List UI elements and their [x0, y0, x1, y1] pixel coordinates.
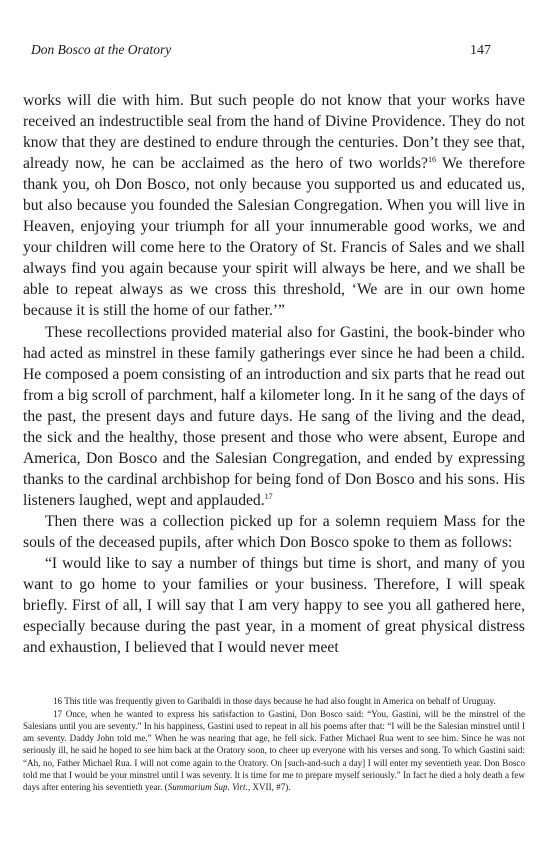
running-head	[23, 42, 525, 66]
paragraph-continued	[23, 90, 525, 322]
footnote-number: 17	[53, 708, 63, 719]
book-page	[23, 42, 525, 794]
paragraph-speech: “I would like to say a number of things but time is short, and many of you want to go home to your families or your business. Therefore, I will speak briefly. First of all, I will say that I am very happy to see you all gathered here, especially because during the past year, in a moment of great physical distress and exhaustion, I believed that I would never meet	[23, 555, 525, 657]
running-title: Don Bosco at the Oratory	[31, 42, 172, 57]
footnote-text: Once, when he wanted to express his satisfaction to Gastini, Don Bosco said: “You, Gastini, will be the minstrel of the Salesians until you are seventy.” In his happiness, Gastini used to repeat in all his poems after that: “I will be the Salesian minstrel until I am seventy. Daddy John told me.” When he was nearing that age, he fell sick. Father Michael Rua went to see him. Since he was not seriously ill, he said he hoped to see him back at the Oratory soon, to cheer up everyone with his verses and song. To which Gastini said: “Ah, no, Father Michael Rua. I will not come again to the Oratory. On [such-and-such a day] I will enter my seventieth year. Don Bosco told me that I would be your minstrel until I was seventy. It is time for me to prepare myself seriously.” In fact he died a holy death a few days after entering his seventieth year. (	[23, 708, 525, 793]
paragraph-gastini	[23, 322, 525, 511]
footnotes	[23, 695, 525, 793]
main-text	[23, 90, 525, 658]
paragraph-text: These recollections provided material also for Gastini, the book-binder who had acted as minstrel in these family gatherings ever since he had been a child. He composed a poem consisting of an introduction and six parts that he read out from a big scroll of parchment, half a kilometer long. In it he sang of the days of the past, the present days and future days. He sang of the living and the dead, the sick and the healthy, those present and those who were absent, Europe and America, Don Bosco and the Salesian Congregation, and ended by expressing thanks to the cardinal archbishop for being fond of Don Bosco and his sons. His listeners laughed, wept and applauded.	[23, 323, 525, 509]
footnote-17	[23, 708, 525, 794]
page-number: 147	[470, 43, 491, 58]
footnote-text-end: , XVII, #7).	[247, 782, 291, 793]
footnote-number: 16	[53, 696, 63, 707]
footnote-citation: Summarium Sup. Virt.	[167, 782, 248, 793]
footnote-ref-17[interactable]: 17	[264, 491, 273, 501]
paragraph-text: We therefore thank you, oh Don Bosco, not only because you supported us and educated us, but also because you founded the Salesian Congregation. When you will live in Heaven, enjoying your triumph for all your innumerable good works, we and your children will come here to the Oratory of St. Francis of Sales and we shall always find you again because your spirit will always be here, and we shall be able to repeat always as we cross this threshold, ‘We are in our own home because it is still the home of our father.’”	[23, 155, 525, 320]
paragraph-text: works will die with him. But such people do not know that your works have received an indestructible seal from the hand of Divine Providence. They do not know that they are destined to endure through the centuries. Don’t they see that, already now, he can be acclaimed as the hero of two worlds?	[23, 92, 525, 173]
footnote-ref-16[interactable]: 16	[427, 154, 436, 164]
footnote-text: This title was frequently given to Garibaldi in those days because he had also fought in America on behalf of Uruguay.	[62, 696, 496, 707]
footnote-16	[23, 695, 525, 707]
paragraph-requiem: Then there was a collection picked up for a solemn requiem Mass for the souls of the deceased pupils, after which Don Bosco spoke to them as follows:	[23, 512, 525, 551]
